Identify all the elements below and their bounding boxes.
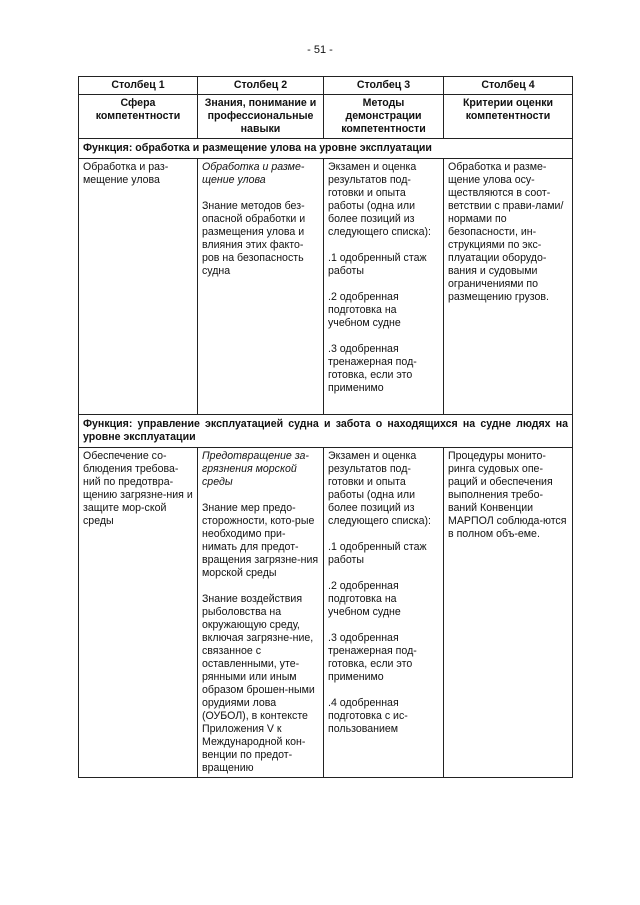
row2-competence: Обеспечение со-блюдения требова-ний по предотвра-щению загрязне-ния и защите мор-ской среды bbox=[79, 448, 198, 778]
header-row-subtitles bbox=[79, 95, 573, 139]
function-row-1 bbox=[79, 139, 573, 159]
col-4-subtitle: Критерии оценки компетентности bbox=[444, 95, 573, 139]
row1-method-1: .1 одобренный стаж работы bbox=[328, 252, 427, 277]
col-2-subtitle: Знания, понимание и профессиональные навыки bbox=[198, 95, 324, 139]
row1-method-3: .3 одобренная тренажерная под-готовка, если это применимо bbox=[328, 343, 417, 394]
row2-knowledge-text-2: Знание воздействия рыболовства на окружающую среду, включая загрязне-ние, связанное с оставленными, уте-рянными или иным образом брошен-ными орудиями лова (ОУБОЛ), в контексте Приложения V к Международной кон-венции по предот-вращению bbox=[202, 593, 315, 774]
row2-criteria: Процедуры монито-ринга судовых опе-раций и обеспечения выполнения требо-ваний Конвенции МАРПОЛ соблюда-ются в полном объ-еме. bbox=[444, 448, 573, 778]
table-row bbox=[79, 448, 573, 778]
row1-knowledge bbox=[198, 159, 324, 415]
page-number: - 51 - bbox=[307, 44, 333, 56]
row2-methods-intro: Экзамен и оценка результатов под-готовки и опыта работы (одна или более позиций из следующего списка): bbox=[328, 450, 431, 527]
row1-knowledge-text: Знание методов без-опасной обработки и размещения улова и влияния этих факто-ров на безопасность судна bbox=[202, 200, 306, 277]
row1-criteria: Обработка и разме-щение улова осу-ществляются в соот-ветствии с прави-лами/нормами по безопасности, ин-струкциями по экс-плуатации оборудо-вания и судовыми ограничениями по размещению грузов. bbox=[444, 159, 573, 415]
function-row-2 bbox=[79, 415, 573, 448]
col-2-title: Столбец 2 bbox=[198, 77, 324, 95]
function-1-heading: Функция: обработка и размещение улова на уровне эксплуатации bbox=[79, 139, 573, 159]
row1-method-2: .2 одобренная подготовка на учебном судне bbox=[328, 291, 401, 329]
row2-method-2: .2 одобренная подготовка на учебном судне bbox=[328, 580, 401, 618]
competence-table bbox=[78, 76, 573, 778]
col-3-subtitle: Методы демонстрации компетентности bbox=[324, 95, 444, 139]
function-2-heading: Функция: управление эксплуатацией судна и забота о находящихся на судне людях на уровне эксплуатации bbox=[79, 415, 573, 448]
row2-method-1: .1 одобренный стаж работы bbox=[328, 541, 427, 566]
header-row-titles bbox=[79, 77, 573, 95]
col-1-subtitle: Сфера компетентности bbox=[79, 95, 198, 139]
row2-knowledge bbox=[198, 448, 324, 778]
row2-knowledge-title: Предотвращение за-грязнения морской среды bbox=[202, 450, 309, 488]
row1-methods-intro: Экзамен и оценка результатов под-готовки и опыта работы (одна или более позиций из следующего списка): bbox=[328, 161, 431, 238]
row1-competence: Обработка и раз-мещение улова bbox=[79, 159, 198, 415]
row2-method-4: .4 одобренная подготовка с ис-пользованием bbox=[328, 697, 408, 735]
row1-knowledge-title: Обработка и разме-щение улова bbox=[202, 161, 305, 186]
row2-method-3: .3 одобренная тренажерная под-готовка, если это применимо bbox=[328, 632, 417, 683]
row2-methods bbox=[324, 448, 444, 778]
table-row bbox=[79, 159, 573, 415]
col-4-title: Столбец 4 bbox=[444, 77, 573, 95]
col-3-title: Столбец 3 bbox=[324, 77, 444, 95]
col-1-title: Столбец 1 bbox=[79, 77, 198, 95]
row1-methods bbox=[324, 159, 444, 415]
row2-knowledge-text-1: Знание мер предо-сторожности, кото-рые необходимо при-нимать для предот-вращения загрязне-ния морской среды bbox=[202, 502, 319, 579]
